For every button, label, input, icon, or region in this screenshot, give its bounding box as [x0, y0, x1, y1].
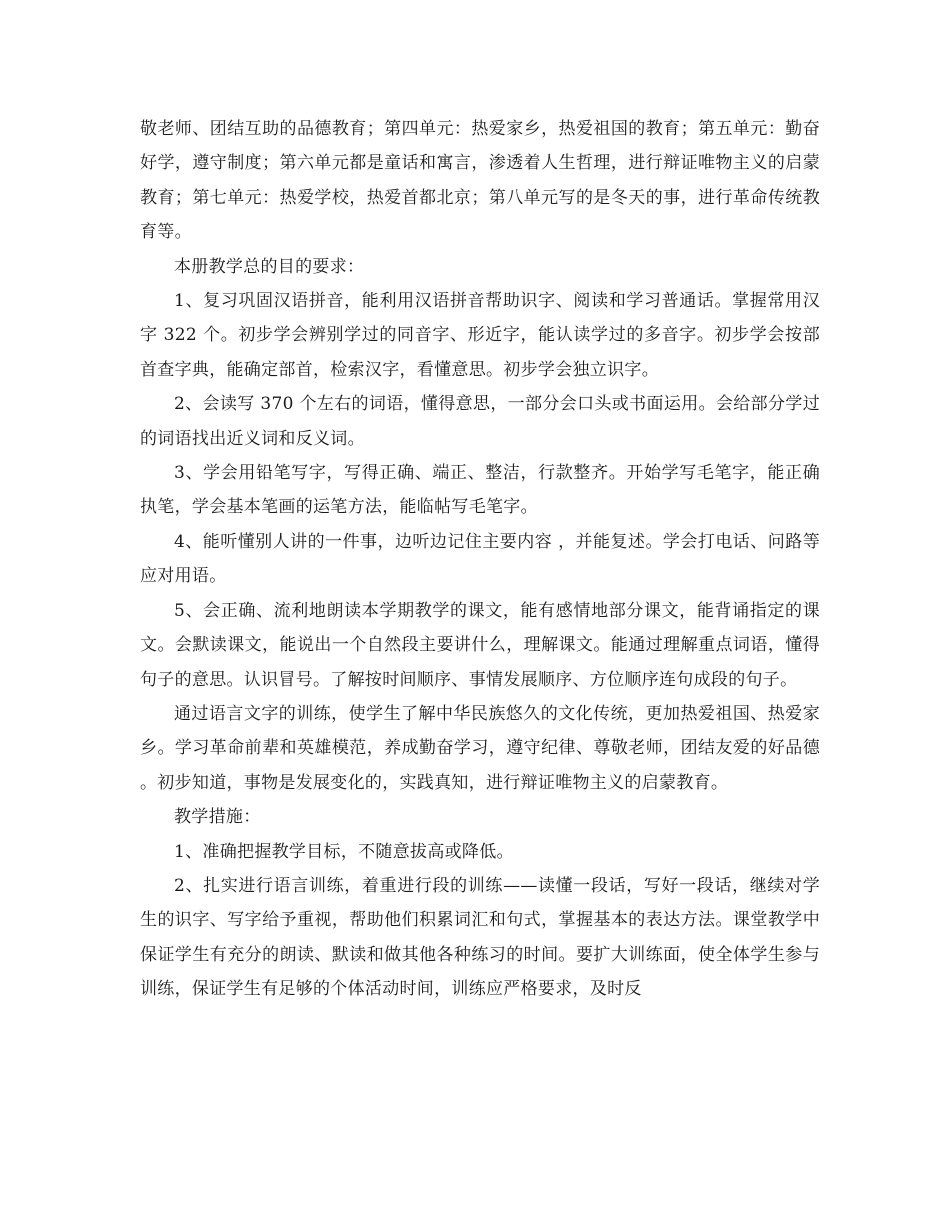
paragraph-2: 本册教学总的目的要求：	[174, 256, 365, 277]
paragraph-1: 敬老师、团结互助的品德教育；第四单元：热爱家乡，热爱祖国的教育；第五单元：勤奋好学，遵守制度；第六单元都是童话和寓言，渗透着人生哲理，进行辩证唯物主义的启蒙教育；第七单元：热爱学校，热爱首都北京；第八单元写的是冬天的事，进行革命传统教育等。	[140, 119, 820, 243]
paragraph-5: 3、学会用铅笔写字，写得正确、端正、整洁，行款整齐。开始学写毛笔字，能正确执笔，学会基本笔画的运笔方法，能临帖写毛笔字。	[140, 463, 820, 518]
document-body	[140, 112, 820, 1007]
paragraph-7: 5、会正确、流利地朗读本学期教学的课文，能有感情地部分课文，能背诵指定的课文。会默读课文，能说出一个自然段主要讲什么，理解课文。能通过理解重点词语，懂得句子的意思。认识冒号。了解按时间顺序、事情发展顺序、方位顺序连句成段的句子。	[140, 600, 820, 690]
paragraph-3: 1、复习巩固汉语拼音，能利用汉语拼音帮助识字、阅读和学习普通话。掌握常用汉字 322 个。初步学会辨别学过的同音字、形近字，能认读学过的多音字。初步学会按部首查字典，能确定部首，检索汉字，看懂意思。初步学会独立识字。	[140, 291, 820, 380]
paragraph-10: 1、准确把握教学目标，不随意拔高或降低。	[174, 841, 514, 862]
paragraph-4: 2、会读写 370 个左右的词语，懂得意思，一部分会口头或书面运用。会给部分学过的词语找出近义词和反义词。	[140, 394, 820, 449]
paragraph-8: 通过语言文字的训练，使学生了解中华民族悠久的文化传统，更加热爱祖国、热爱家乡。学习革命前辈和英雄模范，养成勤奋学习，遵守纪律、尊敬老师，团结友爱的好品德。初步知道，事物是发展变化的，实践真知，进行辩证唯物主义的启蒙教育。	[140, 703, 820, 793]
paragraph-9: 教学措施：	[174, 807, 261, 828]
paragraph-11: 2、扎实进行语言训练，着重进行段的训练——读懂一段话，写好一段话，继续对学生的识字、写字给予重视，帮助他们积累词汇和句式，掌握基本的表达方法。课堂教学中保证学生有充分的朗读、默读和做其他各种练习的时间。要扩大训练面，使全体学生参与训练，保证学生有足够的个体活动时间，训练应严格要求，及时反	[140, 875, 820, 1000]
paragraph-6: 4、能听懂别人讲的一件事，边听边记住主要内容 ，并能复述。学会打电话、问路等应对用语。	[140, 531, 820, 587]
